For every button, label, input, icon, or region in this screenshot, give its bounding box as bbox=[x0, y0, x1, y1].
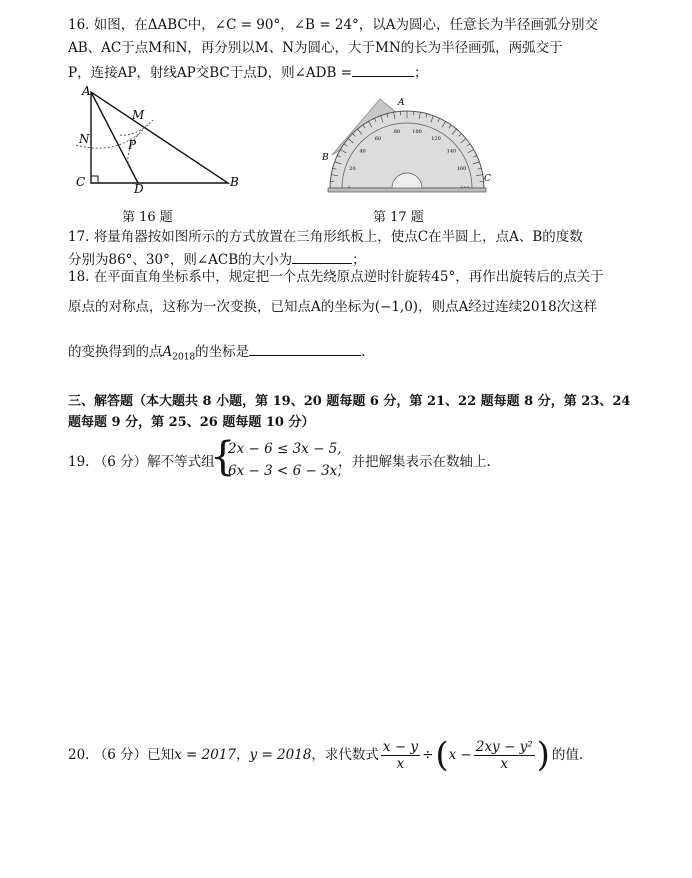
q20-right-paren: ) bbox=[536, 735, 550, 775]
protractor-scale-label: 40 bbox=[359, 148, 366, 155]
q20-fraction-1 bbox=[381, 739, 420, 772]
protractor-scale-label: 120 bbox=[431, 135, 441, 142]
label-17-c: C bbox=[484, 174, 491, 184]
q20-frac2-numerator: 2xy − y² bbox=[475, 738, 533, 755]
q20-frac2-denominator: x bbox=[500, 755, 509, 772]
q17-line2-text: 分别为86°、30°，则∠ACB的大小为 bbox=[68, 252, 293, 268]
label-c: C bbox=[76, 175, 86, 189]
label-17-b: B bbox=[322, 153, 329, 163]
q18-point-symbol: A bbox=[162, 344, 173, 360]
q16-line3 bbox=[68, 62, 427, 82]
q16-line2: AB、AC于点M和N，再分别以M、N为圆心，大于MN的长为半径画弧，两弧交于 bbox=[68, 40, 563, 56]
q19-eq2: 6x − 3 < 6 − 3x, bbox=[228, 463, 342, 479]
q18-line2: 原点的对称点，这称为一次变换，已知点A的坐标为(−1,0)，则点A经过连续2018次这样 bbox=[68, 299, 598, 315]
q20-x-value: x = 2017 bbox=[174, 747, 237, 763]
q20-frac1-numerator: x − y bbox=[382, 738, 419, 755]
label-p: P bbox=[128, 138, 137, 152]
section3-heading-line2: 题每题 9 分，第 25、26 题每题 10 分） bbox=[68, 415, 315, 430]
figure-17-protractor bbox=[322, 93, 492, 195]
q18-line3 bbox=[68, 341, 365, 367]
section3-heading-line1: 三、解答题（本大题共 8 小题，第 19、20 题每题 6 分，第 21、22 题每题 8 分，第 23、24 bbox=[68, 394, 631, 409]
figure-16 bbox=[68, 85, 248, 195]
q20-mid: ，求代数式 bbox=[311, 747, 379, 763]
label-m: M bbox=[132, 108, 145, 122]
protractor-scale-label: 100 bbox=[412, 128, 422, 135]
q18-line1: 18. 在平面直角坐标系中，规定把一个点先绕原点逆时针旋转45°，再作出旋转后的点关于 bbox=[68, 269, 604, 285]
label-b: B bbox=[230, 175, 239, 189]
q16-line1: 16. 如图，在ΔABC中，∠C = 90°，∠B = 24°，以A为圆心，任意长为半径画弧分别交 bbox=[68, 17, 599, 33]
protractor-base bbox=[328, 188, 486, 192]
q20-sep: ， bbox=[236, 747, 250, 763]
protractor-scale-label: 80 bbox=[393, 128, 401, 135]
q20-y-value: y = 2018 bbox=[249, 747, 312, 763]
protractor-scale-label: 140 bbox=[446, 148, 457, 155]
caption-17: 第 17 题 bbox=[373, 210, 424, 225]
protractor-scale-label: 60 bbox=[374, 135, 382, 142]
q19-brace: { bbox=[210, 434, 236, 480]
caption-16: 第 16 题 bbox=[122, 210, 173, 225]
q20-divide: ÷ bbox=[422, 747, 434, 763]
q18-line3-end: . bbox=[361, 344, 366, 360]
q16-answer-blank bbox=[352, 62, 414, 77]
triangle-abc bbox=[91, 92, 228, 183]
label-a: A bbox=[82, 85, 91, 98]
q18-line3-b: 的坐标是 bbox=[195, 344, 250, 360]
q16-line3-end: ； bbox=[413, 65, 428, 81]
q19-suffix: ，并把解集表示在数轴上. bbox=[338, 454, 491, 470]
q18-point-subscript: 2018 bbox=[172, 352, 196, 363]
q20-fraction-2 bbox=[474, 739, 535, 772]
q20-suffix: 的值. bbox=[551, 747, 584, 763]
label-d: D bbox=[134, 182, 144, 195]
right-angle-mark bbox=[91, 176, 98, 183]
q19-eq1: 2x − 6 ≤ 3x − 5, bbox=[228, 441, 342, 457]
q16-line3-text: P，连接AP，射线AP交BC于点D，则∠ADB = bbox=[68, 65, 352, 81]
protractor-scale-label: 160 bbox=[456, 166, 467, 173]
label-17-a: A bbox=[398, 98, 405, 108]
q20-inner-x: x − bbox=[448, 747, 472, 763]
protractor-scale-label: 20 bbox=[349, 166, 356, 173]
label-n: N bbox=[79, 132, 90, 146]
q20-frac1-denominator: x bbox=[396, 755, 405, 772]
q20-prefix: 20. （6 分）已知 bbox=[68, 747, 175, 763]
q18-answer-blank bbox=[249, 341, 361, 356]
q19-prefix: 19. （6 分）解不等式组 bbox=[68, 454, 215, 470]
q17-line1: 17. 将量角器按如图所示的方式放置在三角形纸板上，使点C在半圆上，点A、B的度数 bbox=[68, 229, 583, 245]
q18-line3-a: 的变换得到的点 bbox=[68, 344, 163, 360]
q17-line2 bbox=[68, 249, 366, 269]
q20-left-paren: ( bbox=[435, 735, 449, 775]
q20-line bbox=[68, 735, 583, 775]
q17-line2-end: ； bbox=[352, 252, 366, 268]
q17-answer-blank bbox=[292, 249, 352, 264]
